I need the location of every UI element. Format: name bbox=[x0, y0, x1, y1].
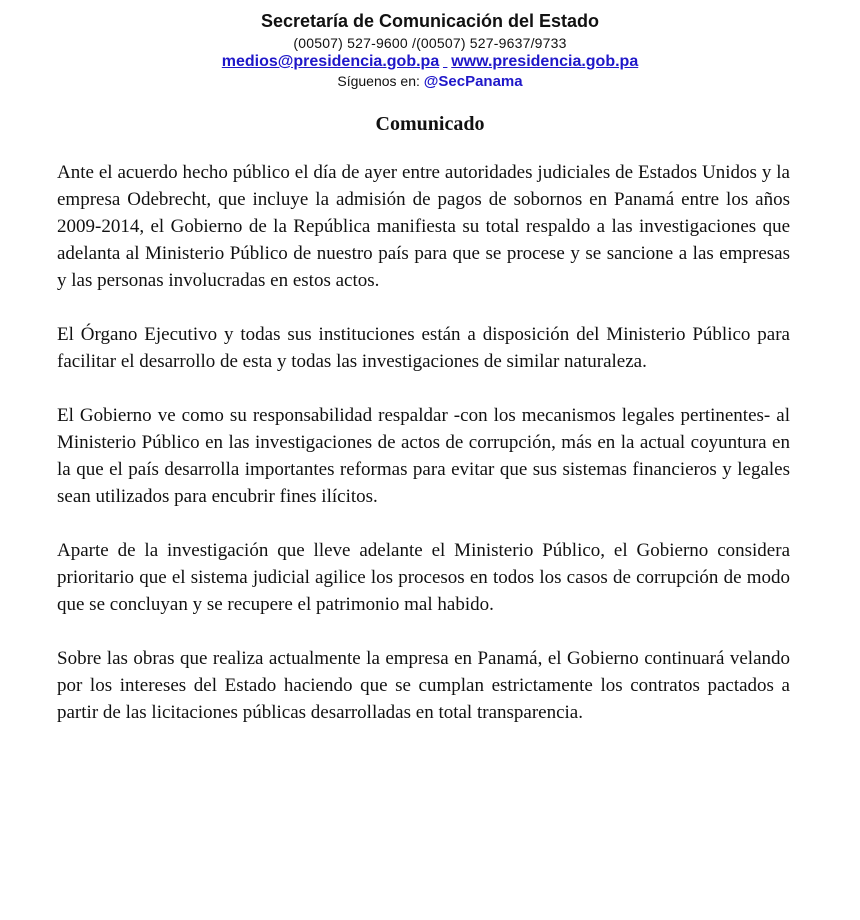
paragraph-4: Aparte de la investigación que lleve adelante el Ministerio Público, el Gobierno considera prioritario que el sistema judicial agilice los procesos en todos los casos de corrupción de modo que se concluyan y se recupere el patrimonio mal habido. bbox=[57, 540, 790, 615]
paragraph-1: Ante el acuerdo hecho público el día de ayer entre autoridades judiciales de Estados Unidos y la empresa Odebrecht, que incluye la admisión de pagos de sobornos en Panamá entre los años 2009-2014, el Gobierno de la República manifiesta su total respaldo a las investigaciones que adelanta al Ministerio Público de nuestro país para que se procese y se sancione a las empresas y las personas involucradas en estos actos. bbox=[57, 162, 790, 291]
website-link[interactable]: www.presidencia.gob.pa bbox=[451, 53, 639, 70]
contact-links bbox=[0, 52, 860, 72]
social-follow bbox=[0, 72, 860, 91]
document-header bbox=[0, 0, 860, 91]
email-link[interactable]: medios@presidencia.gob.pa bbox=[221, 53, 440, 70]
document-title: Comunicado bbox=[375, 113, 485, 135]
follow-label: Síguenos en: bbox=[337, 73, 420, 89]
twitter-handle-link[interactable]: @SecPanama bbox=[423, 73, 523, 90]
paragraph-5: Sobre las obras que realiza actualmente la empresa en Panamá, el Gobierno continuará velando por los intereses del Estado haciendo que se cumplan estrictamente los contratos pactados a partir de las licitaciones públicas desarrolladas en total transparencia. bbox=[57, 648, 790, 723]
phone-numbers: (00507) 527-9600 /(00507) 527-9637/9733 bbox=[293, 35, 567, 51]
paragraph-2: El Órgano Ejecutivo y todas sus instituciones están a disposición del Ministerio Público para facilitar el desarrollo de esta y todas las investigaciones de similar naturaleza. bbox=[57, 324, 790, 372]
paragraph-3: El Gobierno ve como su responsabilidad respaldar -con los mecanismos legales pertinentes- al Ministerio Público en las investigaciones de actos de corrupción, más en la actual coyuntura en la que el país desarrolla importantes reformas para evitar que sus sistemas financieros y legales sean utilizados para encubrir fines ilícitos. bbox=[57, 405, 790, 507]
link-separator bbox=[439, 52, 451, 72]
document-body bbox=[57, 159, 790, 726]
organization-name: Secretaría de Comunicación del Estado bbox=[260, 11, 600, 31]
